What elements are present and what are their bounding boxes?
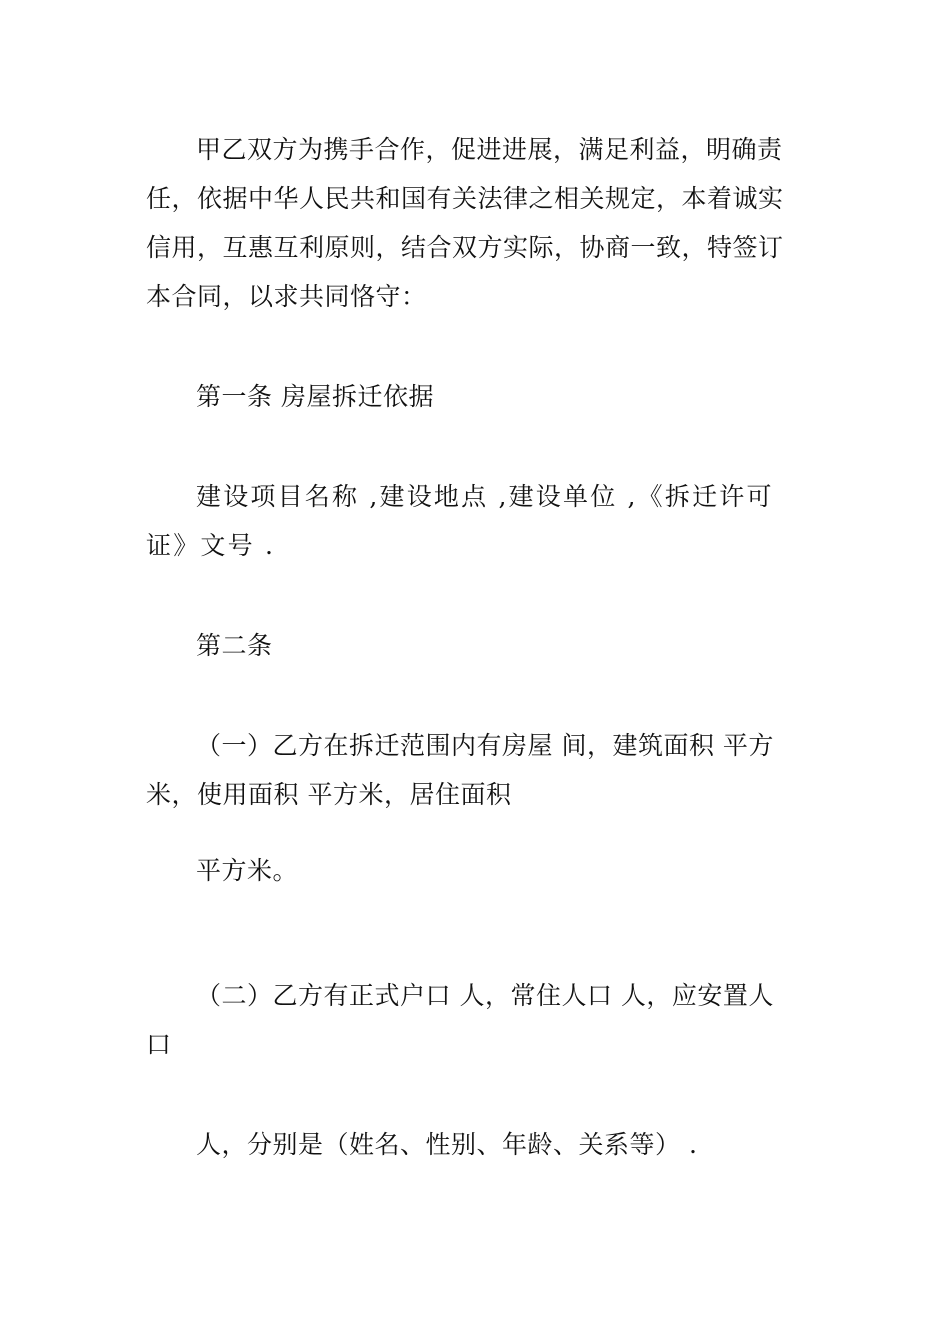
intro-line-2: 任，依据中华人民共和国有关法律之相关规定，本着诚实 bbox=[146, 184, 784, 213]
article-2-item-2-line-2: 口 bbox=[146, 1030, 172, 1059]
article-2-item-1-line-2: 米，使用面积 平方米，居住面积 bbox=[146, 780, 512, 809]
intro-line-3: 信用，互惠互利原则，结合双方实际，协商一致，特签订 bbox=[146, 233, 784, 262]
article-2-item-2-line-1: （二）乙方有正式户口 人，常住人口 人，应安置人 bbox=[196, 981, 774, 1010]
article-1-line-2: 证》文号 . bbox=[146, 531, 276, 560]
article-2-item-1-line-3: 平方米。 bbox=[196, 856, 299, 885]
article-1-heading: 第一条 房屋拆迁依据 bbox=[196, 382, 434, 411]
article-2-heading: 第二条 bbox=[196, 631, 273, 660]
article-1-line-1: 建设项目名称 ,建设地点 ,建设单位 ,《拆迁许可 bbox=[196, 482, 774, 511]
intro-line-1: 甲乙双方为携手合作，促进进展，满足利益，明确责 bbox=[196, 135, 783, 164]
article-2-item-2-line-3: 人，分别是（姓名、性别、年龄、关系等） . bbox=[196, 1130, 698, 1159]
article-2-item-1-line-1: （一）乙方在拆迁范围内有房屋 间，建筑面积 平方 bbox=[196, 731, 774, 760]
intro-line-4: 本合同，以求共同恪守： bbox=[146, 282, 427, 311]
